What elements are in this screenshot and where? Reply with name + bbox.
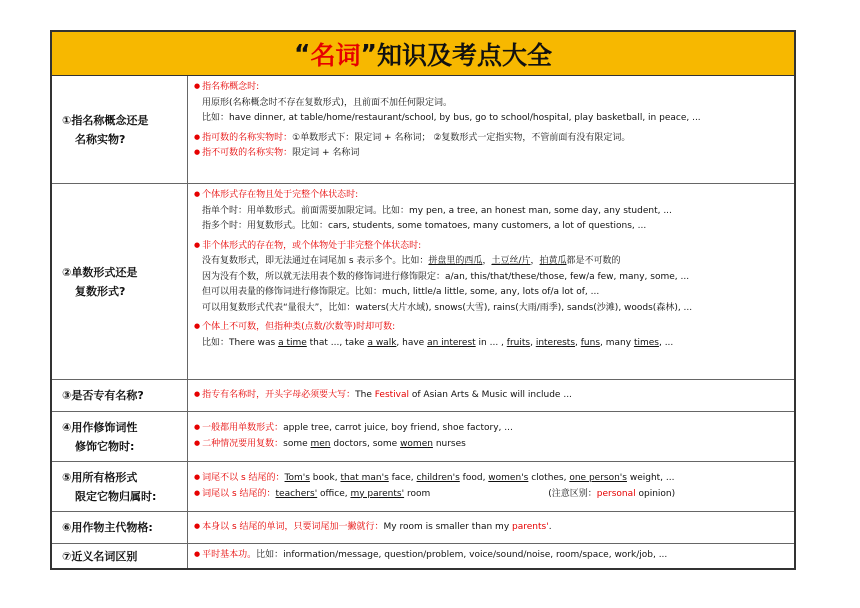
bullet-block: ● 指可数的名称实物时：①单数形式下：限定词 + 名称词； ②复数形式一定指实物，不管前面有没有限定词。 ● 指不可数的名称实物：限定词 + 名称词 bbox=[194, 131, 788, 162]
title-close-quote: ” bbox=[360, 39, 377, 68]
row-label: ④用作修饰词性 修饰它物时: bbox=[52, 412, 188, 461]
row-content: ● 词尾不以 s 结尾的：Tom's book, that man's face, children's food, women's clothes, one person's weight, ... ● 词尾以 s 结尾的：teachers' office, my parents' room (注意区别：personal opinion) bbox=[188, 462, 794, 511]
bullet-block: ● 个体上不可数，但指种类(点数/次数等)时却可数: 比如：There was a time that ..., take a walk, have an interest in ... , fruits, interests, funs, many times, ... bbox=[194, 320, 788, 351]
row-label: ②单数形式还是 复数形式? bbox=[52, 184, 188, 379]
row-label: ①指名称概念还是 名称实物? bbox=[52, 76, 188, 183]
table-row bbox=[52, 462, 794, 512]
table-row bbox=[52, 76, 794, 184]
row-content: ● 指专有名称时，开头字母必须要大写：The Festival of Asian Arts & Music will include ... bbox=[188, 380, 794, 411]
title-keyword: 名词 bbox=[310, 40, 361, 70]
title-open-quote: “ bbox=[294, 39, 311, 68]
table-row bbox=[52, 412, 794, 462]
table-row bbox=[52, 184, 794, 380]
row-content: ● 一般都用单数形式：apple tree, carrot juice, boy friend, shoe factory, ... ● 二种情况要用复数：some men doctors, some women nurses bbox=[188, 412, 794, 461]
table-row bbox=[52, 544, 794, 568]
table-row bbox=[52, 380, 794, 412]
row-content bbox=[188, 184, 794, 379]
row-label: ⑥用作物主代物格: bbox=[52, 512, 188, 543]
row-content bbox=[188, 76, 794, 183]
row-label: ③是否专有名称? bbox=[52, 380, 188, 411]
row-label: ⑦近义名词区别 bbox=[52, 544, 188, 568]
page-title bbox=[52, 32, 794, 76]
bullet-block: ● 非个体形式的存在物，或个体物处于非完整个体状态时: 没有复数形式，即无法通过在词尾加 s 表示多个。比如：拼盘里的西瓜，土豆丝/片，拍黄瓜都是不可数的 因为没有个数，所以就无法用表个数的修饰词进行修饰限定：a/an, this/that/these/those, few/a few, many, some, ... 但可以用表量的修饰词进行修饰限定。比如：much, little/a little, some, any, lots of/a lot of, ... 可以用复数形式代表“量很大”，比如：waters(大片水域), snows(大雪), rains(大雨/雨季), sands(沙滩), woods(森林), ... bbox=[194, 239, 788, 317]
bullet-block: ● 个体形式存在物且处于完整个体状态时: 指单个时：用单数形式。前面需要加限定词。比如：my pen, a tree, an honest man, some day, any student, ... 指多个时：用复数形式。比如：cars, students, some tomatoes, many customers, a lot of questions, ... bbox=[194, 188, 788, 235]
bullet-block: ● 指名称概念时: 用原形(名称概念时不存在复数形式)，且前面不加任何限定词。 比如：have dinner, at table/home/restaurant/school, by bus, go to school/hospital, play basketball, in peace, ... bbox=[194, 80, 788, 127]
row-content: ● 本身以 s 结尾的单词，只要词尾加一撇就行：My room is smaller than my parents'. bbox=[188, 512, 794, 543]
table-row bbox=[52, 512, 794, 544]
noun-knowledge-table bbox=[50, 30, 796, 570]
row-content: ● 平时基本功。比如：information/message, question/problem, voice/sound/noise, room/space, work/job, ... bbox=[188, 544, 794, 568]
title-rest: 知识及考点大全 bbox=[376, 40, 552, 70]
row-label: ⑤用所有格形式 限定它物归属时: bbox=[52, 462, 188, 511]
